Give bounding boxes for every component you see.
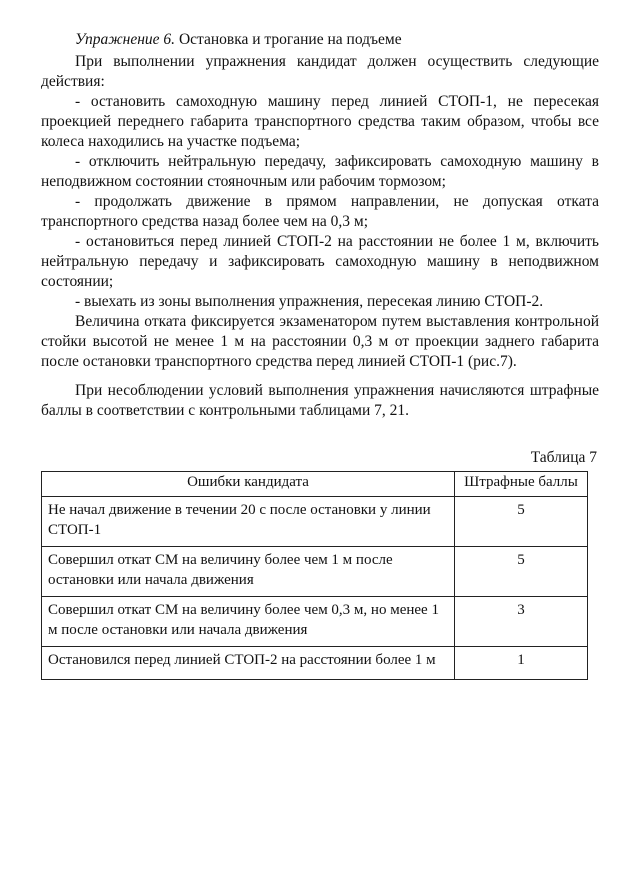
points-cell: 3 — [455, 597, 588, 647]
error-cell: Совершил откат СМ на величину более чем 0,3 м, но менее 1 м после остановки или начала движения — [42, 597, 455, 647]
action-item-4: - остановиться перед линией СТОП-2 на расстоянии не более 1 м, включить нейтральную передачу и зафиксировать самоходную машину в неподвижном состоянии; — [41, 233, 599, 290]
action-item-2: - отключить нейтральную передачу, зафиксировать самоходную машину в неподвижном состоянии стояночным или рабочим тормозом; — [41, 153, 599, 190]
action-item-1: - остановить самоходную машину перед линией СТОП-1, не пересекая проекцией переднего габарита транспортного средства таким образом, чтобы все колеса находились на участке подъема; — [41, 93, 599, 150]
exercise-title: Остановка и трогание на подъеме — [178, 31, 402, 48]
error-cell: Совершил откат СМ на величину более чем 1 м после остановки или начала движения — [42, 547, 455, 597]
table-header-row — [42, 472, 588, 497]
penalty-table — [41, 471, 588, 680]
penalty-note: При несоблюдении условий выполнения упражнения начисляются штрафные баллы в соответствии с контрольными таблицами 7, 21. — [41, 382, 599, 419]
header-errors: Ошибки кандидата — [42, 472, 455, 497]
points-cell: 5 — [455, 547, 588, 597]
rollback-note: Величина отката фиксируется экзаменатором путем выставления контрольной стойки высотой не менее 1 м на расстоянии 0,3 м от проекции заднего габарита после остановки транспортного средства перед линией СТОП-1 (рис.7). — [41, 313, 599, 370]
table-row — [42, 547, 588, 597]
table-row — [42, 647, 588, 680]
action-item-3: - продолжать движение в прямом направлении, не допуская отката транспортного средства назад более чем на 0,3 м; — [41, 193, 599, 230]
table-row — [42, 597, 588, 647]
header-points: Штрафные баллы — [455, 472, 588, 497]
action-item-5: - выехать из зоны выполнения упражнения, пересекая линию СТОП-2. — [75, 293, 544, 310]
document-page — [41, 30, 599, 680]
error-cell: Не начал движение в течении 20 с после остановки у линии СТОП-1 — [42, 497, 455, 547]
exercise-heading — [75, 30, 599, 50]
points-cell: 1 — [455, 647, 588, 680]
table-row — [42, 497, 588, 547]
points-cell: 5 — [455, 497, 588, 547]
exercise-label: Упражнение 6. — [75, 31, 176, 48]
intro-paragraph: При выполнении упражнения кандидат должен осуществить следующие действия: — [41, 53, 599, 90]
error-cell: Остановился перед линией СТОП-2 на расстоянии более 1 м — [42, 647, 455, 680]
table-caption: Таблица 7 — [530, 449, 597, 466]
